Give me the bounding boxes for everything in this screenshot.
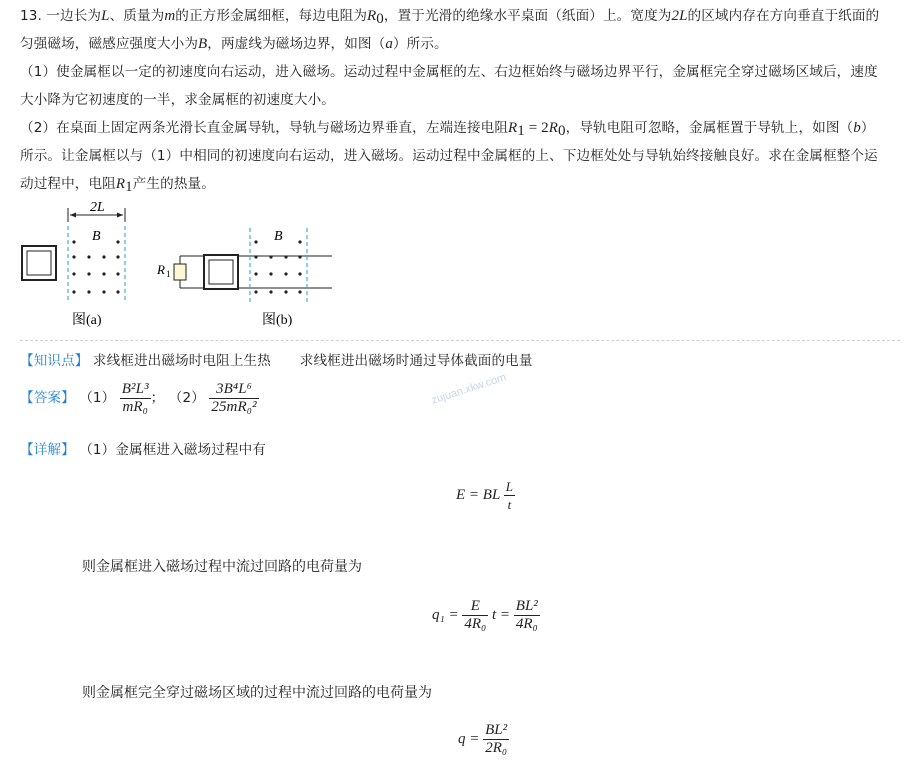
figure-a	[22, 200, 125, 328]
denominator: t	[507, 497, 512, 512]
text: ）所示。	[392, 36, 448, 52]
figure-b-caption: 图(b)	[262, 313, 293, 328]
text: 动过程中，电阻	[20, 176, 116, 192]
eq1-lhs: E = BL	[456, 486, 501, 503]
text: 一边长为	[46, 8, 102, 24]
equation-2	[432, 598, 540, 633]
subscript: 1	[125, 179, 133, 195]
text: ，置于光滑的绝缘水平桌面（纸面）上。宽度为	[383, 8, 672, 24]
answer-part1-fraction	[120, 381, 151, 416]
equals: = 2	[524, 120, 549, 136]
symbol-R0: R	[548, 120, 559, 136]
divider	[20, 340, 900, 341]
resistor-sub: 1	[166, 269, 171, 279]
knowledge-row	[20, 347, 900, 375]
eq2-fraction-2	[514, 598, 540, 633]
field-dots-b	[254, 240, 301, 293]
field-label-b: B	[274, 229, 283, 244]
numerator: E	[462, 598, 488, 616]
field-dots-a	[72, 240, 119, 293]
numerator: BL²	[485, 722, 508, 738]
paren: ）	[860, 120, 875, 136]
explanation-row	[20, 436, 900, 464]
symbol-a: a	[385, 36, 393, 52]
numerator: 3B⁴L⁶	[209, 381, 258, 399]
separator: ；	[150, 390, 165, 406]
symbol-L: L	[101, 8, 110, 24]
symbol-R1: R	[508, 120, 518, 136]
numerator: L	[505, 479, 514, 494]
text: （2）在桌面上固定两条光滑长直金属导轨，导轨与磁场边界垂直，左端连接电阻	[20, 120, 509, 136]
problem-line-2	[20, 30, 900, 58]
field-label-a: B	[92, 229, 101, 244]
resistor-label: R	[157, 262, 165, 277]
text: 匀强磁场，磁感应强度大小为	[20, 36, 199, 52]
answer-part1-label: （1）	[79, 390, 116, 406]
answer-part2-label: （2）	[168, 390, 205, 406]
numerator: BL²	[515, 598, 538, 614]
problem-part2-line-1	[20, 114, 900, 142]
subscript: 0	[376, 11, 384, 27]
subscript: 1	[517, 123, 525, 139]
denominator: mR₀	[122, 398, 148, 415]
symbol-2L: 2L	[671, 8, 688, 24]
symbol-B: B	[198, 36, 208, 52]
problem-part1-line-2: 大小降为它初速度的一半，求金属框的初速度大小。	[20, 92, 335, 108]
text: 的区域内存在方向垂直于纸面的	[687, 8, 880, 24]
text: ，导轨电阻可忽略，金属框置于导轨上，如图（	[565, 120, 854, 136]
denominator: 4R₀	[464, 616, 487, 632]
problem-line-1	[20, 2, 900, 30]
resistor-r1	[174, 264, 186, 280]
eq3-lhs: q =	[458, 730, 480, 747]
problem-part1-line-1: （1）使金属框以一定的初速度向右运动，进入磁场。运动过程中金属框的左、右边框始终与磁场边界平行，金属框完全穿过磁场区域后，速度	[20, 64, 878, 80]
problem-part2-line-3	[20, 170, 900, 198]
problem-number: 13.	[20, 8, 42, 24]
text: 产生的热量。	[132, 176, 215, 192]
answer-part2-fraction	[209, 381, 258, 416]
eq2-mid: t =	[491, 606, 511, 623]
watermark: zujuan.xkw.com	[430, 371, 508, 407]
symbol-b: b	[853, 120, 861, 136]
equation-1	[456, 478, 515, 513]
eq1-fraction	[504, 478, 515, 513]
symbol-R0: R	[367, 8, 377, 24]
knowledge-tag: 【知识点】	[20, 353, 89, 369]
explanation-text-2: 则金属框进入磁场过程中流过回路的电荷量为	[82, 559, 362, 575]
figure-b	[156, 228, 332, 328]
eq2-lhs: q₁ =	[432, 606, 459, 623]
answer-tag: 【答案】	[20, 390, 75, 406]
denominator: 4R₀	[515, 616, 538, 632]
subscript: 0	[558, 123, 566, 139]
text: 、质量为	[109, 8, 165, 24]
text: 的正方形金属细框，每边电阻为	[175, 8, 368, 24]
symbol-R1: R	[115, 176, 126, 192]
width-label: 2L	[90, 200, 105, 215]
denominator: 25mR₀²	[211, 398, 257, 415]
explanation-tag: 【详解】	[20, 442, 75, 458]
symbol-m: m	[164, 8, 176, 24]
knowledge-item-1[interactable]: 求线框进出磁场时电阻上生热	[92, 353, 271, 369]
eq2-fraction-1	[462, 598, 488, 633]
figure-a-caption: 图(a)	[72, 313, 102, 328]
numerator: B²L³	[121, 380, 149, 397]
denominator: 2R₀	[485, 740, 508, 756]
eq3-fraction	[483, 722, 509, 757]
knowledge-item-2[interactable]: 求线框进出磁场时通过导体截面的电量	[299, 353, 533, 369]
explanation-intro: （1）金属框进入磁场过程中有	[79, 442, 266, 458]
explanation-text-3: 则金属框完全穿过磁场区域的过程中流过回路的电荷量为	[82, 685, 432, 701]
equation-3	[458, 722, 509, 757]
figures-diagram	[0, 198, 918, 338]
problem-part2-line-2: 所示。让金属框以与（1）中相同的初速度向右运动，进入磁场。运动过程中金属框的上、下边框处处与导轨始终接触良好。求在金属框整个运	[20, 148, 878, 164]
text: ，两虚线为磁场边界，如图（	[207, 36, 386, 52]
